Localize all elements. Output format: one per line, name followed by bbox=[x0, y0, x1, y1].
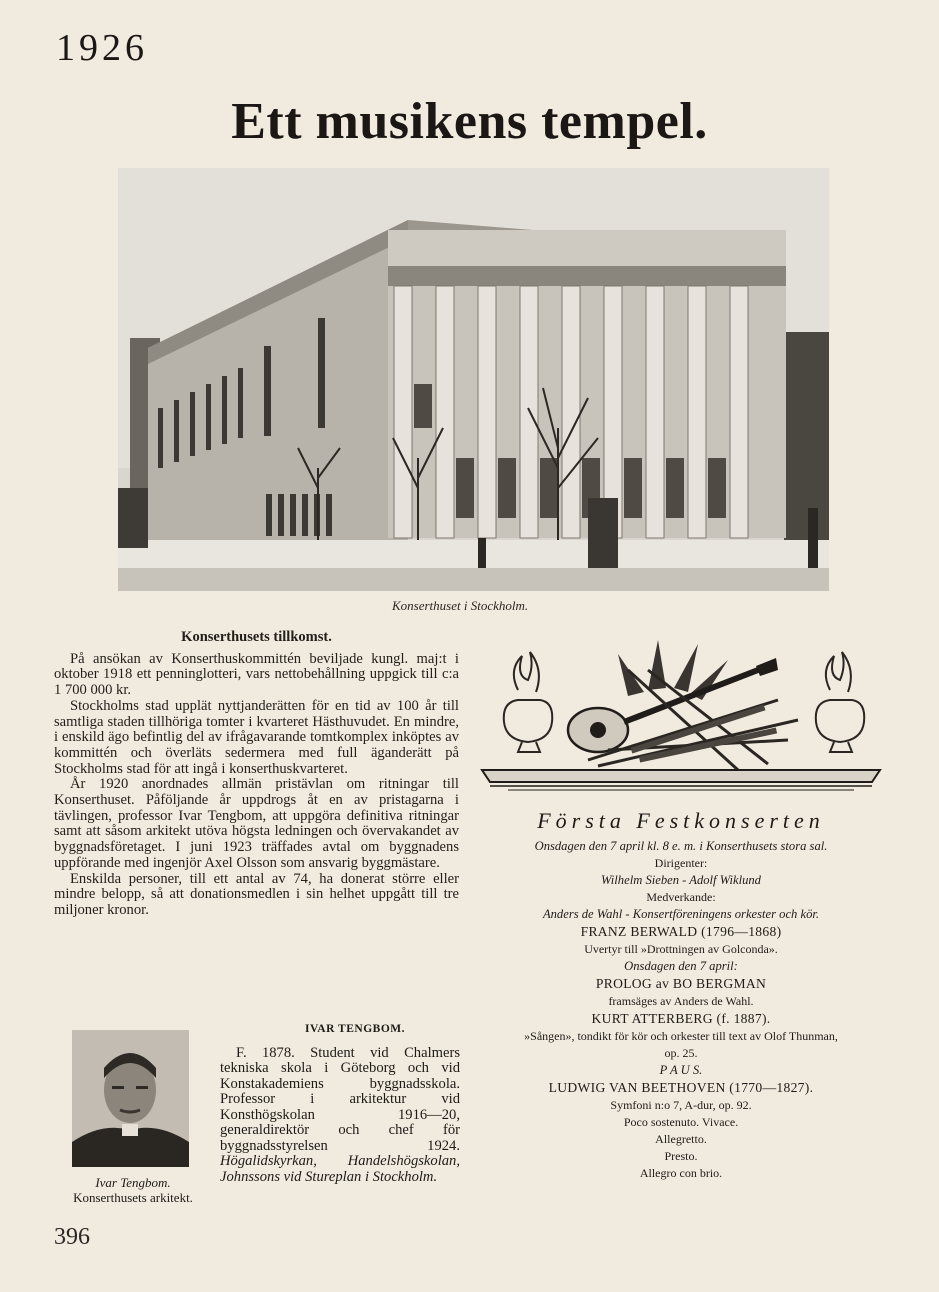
movement: Allegretto. bbox=[655, 1132, 707, 1146]
work-atterberg-opus: op. 25. bbox=[664, 1046, 698, 1060]
movement: Poco sostenuto. Vivace. bbox=[623, 1115, 739, 1129]
prolog-note: framsäges av Anders de Wahl. bbox=[608, 994, 754, 1008]
program-date: Onsdagen den 7 april kl. 8 e. m. i Konserthusets stora sal. bbox=[534, 839, 828, 853]
program-title: Första Festkonserten bbox=[537, 808, 825, 833]
article-paragraph: På ansökan av Konserthuskommittén beviljade kungl. maj:t i oktober 1918 ett penninglotteri, vars nettobehållning uppgick till c:a 1 700 000 kr. bbox=[54, 650, 459, 699]
concert-program bbox=[472, 808, 890, 1182]
work-atterberg: »Sången», tondikt för kör och orkester till text av Olof Thunman, bbox=[524, 1029, 838, 1043]
article-column bbox=[54, 630, 459, 919]
photo-caption: Konserthuset i Stockholm. bbox=[392, 598, 529, 613]
bio-body: F. 1878. Student vid Chalmers tekniska skola i Göteborg och vid Konstakademiens byggnadsskola. Professor i arkitektur vid Konsthögskolan 1916—20, generaldirektör och chef för byggnadsstyrelsen 1924. bbox=[220, 1044, 460, 1154]
symphony: Symfoni n:o 7, A-dur, op. 92. bbox=[610, 1098, 752, 1112]
konserthuset-photo bbox=[118, 168, 829, 591]
lute-ornament bbox=[478, 630, 884, 800]
article-paragraph: År 1920 anordnades allmän pristävlan om ritningar till Konserthuset. Påföljande år uppdrogs åt en av pristagarna i tävlingen, professor Ivar Tengbom, att uppgöra definitiva ritningar samt att såsom arkitekt utöva högsta ledningen och övervakandet av byggnadsföretaget. I juni 1923 träffades avtal om byggnadens uppförande med ingenjör Axel Olsson som ansvarig byggmästare. bbox=[54, 776, 459, 871]
conductors: Wilhelm Sieben - Adolf Wiklund bbox=[601, 873, 761, 887]
prolog: PROLOG av BO BERGMAN bbox=[595, 976, 767, 991]
bio-text bbox=[220, 1046, 460, 1186]
bio-heading: IVAR TENGBOM. bbox=[304, 1023, 405, 1035]
bio-works: Högalidskyrkan, Handelshögskolan, Johnssons vid Stureplan i Stockholm. bbox=[220, 1153, 460, 1185]
performers: Anders de Wahl - Konsertföreningens orkester och kör. bbox=[542, 907, 820, 921]
composer-atterberg: KURT ATTERBERG (f. 1887). bbox=[591, 1011, 771, 1026]
portrait-name: Ivar Tengbom. bbox=[95, 1175, 171, 1190]
program-date-2: Onsdagen den 7 april: bbox=[624, 959, 738, 973]
composer-berwald: FRANZ BERWALD (1796—1868) bbox=[580, 924, 782, 939]
composer-beethoven: LUDWIG VAN BEETHOVEN (1770—1827). bbox=[548, 1080, 814, 1095]
portrait-caption bbox=[54, 1175, 212, 1205]
article-paragraph: Enskilda personer, till ett antal av 74, ha donerat större eller mindre belopp, så att donationsmedlen i sin helhet uppgått till tre miljoner kronor. bbox=[54, 870, 459, 918]
architect-bio bbox=[220, 1022, 460, 1185]
portrait-role: Konserthusets arkitekt. bbox=[73, 1190, 193, 1205]
page-title: Ett musikens tempel. bbox=[231, 93, 708, 150]
performers-label: Medverkande: bbox=[646, 890, 716, 904]
year-heading: 1926 bbox=[56, 27, 148, 69]
article-paragraph: Stockholms stad upplät nyttjanderätten för en tid av 100 år till samtliga staden tillhöriga tomter i kvarteret Hästhuvudet. En mindre, i enskild ägo befintlig del av ifrågavarande tomtkomplex inköptes av kommittén och överläts sedermera med full äganderätt på Stockholms stad för att ingå i konserthuskvarteret. bbox=[54, 697, 459, 777]
pause: P A U S. bbox=[659, 1063, 703, 1077]
work-berwald: Uvertyr till »Drottningen av Golconda». bbox=[584, 942, 778, 956]
page-number: 396 bbox=[54, 1224, 90, 1250]
portrait-photo bbox=[72, 1030, 189, 1167]
article-heading: Konserthusets tillkomst. bbox=[181, 629, 332, 645]
movement: Allegro con brio. bbox=[639, 1166, 723, 1180]
conductors-label: Dirigenter: bbox=[654, 856, 708, 870]
movement: Presto. bbox=[664, 1149, 698, 1163]
